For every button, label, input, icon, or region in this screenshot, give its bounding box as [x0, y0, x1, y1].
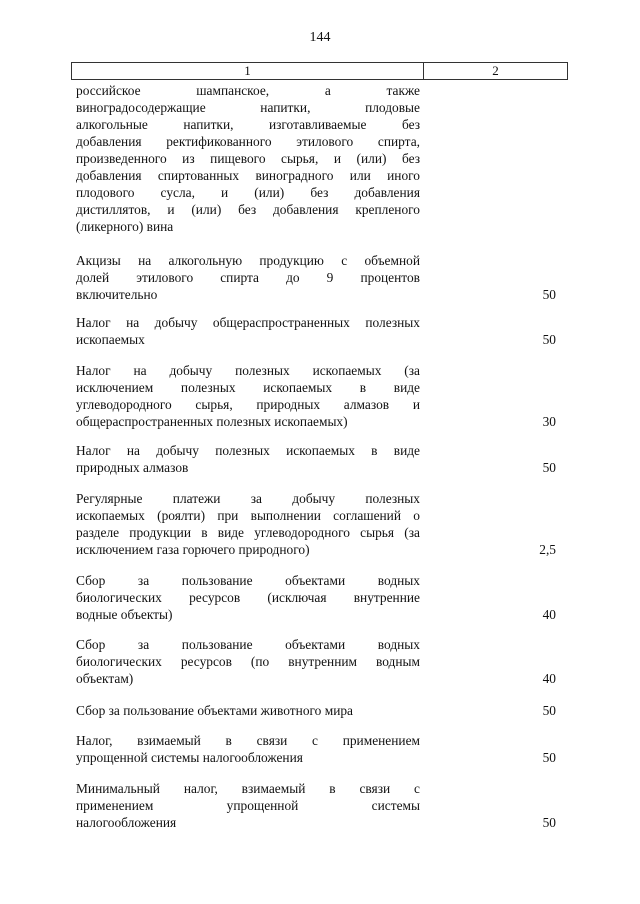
row-line: добавления ректификованного этилового спирта, [76, 134, 420, 149]
row-line: объектам) [76, 671, 134, 686]
row-line: биологических ресурсов (исключая внутренние [76, 590, 420, 605]
row-rate-value: 50 [542, 287, 556, 302]
row-rate-value: 50 [542, 332, 556, 347]
header-column-2: 2 [492, 63, 499, 78]
row-line: включительно [76, 287, 158, 302]
row-line: углеводородного сырья, природных алмазов и [76, 397, 420, 412]
row-description [76, 572, 420, 623]
row-description [76, 732, 420, 766]
row-description [76, 314, 420, 348]
row-line: российское шампанское, а также [76, 83, 420, 98]
table-row [76, 780, 556, 831]
row-line: общераспространенных полезных ископаемых) [76, 414, 348, 429]
row-line: ископаемых [76, 332, 145, 347]
row-line: виноградосодержащие напитки, плодовые [76, 100, 420, 115]
row-line: Налог на добычу общераспространенных полезных [76, 315, 420, 330]
table-row [76, 490, 556, 558]
row-line: природных алмазов [76, 460, 189, 475]
row-rate-value: 50 [542, 460, 556, 475]
table-row [76, 82, 556, 235]
table-row [76, 362, 556, 430]
row-description [76, 252, 420, 303]
row-line: исключением газа горючего природного) [76, 542, 310, 557]
row-line: алкогольные напитки, изготавливаемые без [76, 117, 420, 132]
row-line: произведенного из пищевого сырья, и (или) без [76, 151, 420, 166]
row-description [76, 702, 420, 719]
table-row [76, 732, 556, 766]
row-line: Акцизы на алкогольную продукцию с объемной [76, 253, 420, 268]
table-row [76, 252, 556, 303]
row-line: исключением полезных ископаемых в виде [76, 380, 420, 395]
row-line: плодового сусла, и (или) без добавления [76, 185, 420, 200]
table-row [76, 636, 556, 687]
row-line: применением упрощенной системы [76, 798, 420, 813]
row-description [76, 82, 420, 235]
row-line: (ликерного) вина [76, 219, 174, 234]
row-line: Сбор за пользование объектами водных [76, 637, 420, 652]
row-line: упрощенной системы налогообложения [76, 750, 303, 765]
row-line: налогообложения [76, 815, 177, 830]
row-rate-value: 50 [542, 750, 556, 765]
page-number: 144 [309, 30, 331, 45]
row-description [76, 636, 420, 687]
row-line: Налог на добычу полезных ископаемых в виде [76, 443, 420, 458]
row-line: биологических ресурсов (по внутренним водным [76, 654, 420, 669]
table-header [71, 62, 568, 80]
row-line: Регулярные платежи за добычу полезных [76, 491, 420, 506]
header-column-1: 1 [72, 63, 424, 79]
row-line: разделе продукции в виде углеводородного сырья (за [76, 525, 420, 540]
table-row [76, 442, 556, 476]
row-line: водные объекты) [76, 607, 173, 622]
table-row [76, 702, 556, 719]
row-rate-value: 50 [542, 703, 556, 718]
row-line: дистиллятов, и (или) без добавления крепленого [76, 202, 420, 217]
row-description [76, 362, 420, 430]
row-rate-value: 40 [542, 607, 556, 622]
row-rate-value: 40 [542, 671, 556, 686]
row-line: Налог на добычу полезных ископаемых (за [76, 363, 420, 378]
row-rate-value: 50 [542, 815, 556, 830]
row-line: Минимальный налог, взимаемый в связи с [76, 781, 420, 796]
row-rate-value: 30 [542, 414, 556, 429]
row-line: Сбор за пользование объектами животного мира [76, 703, 353, 718]
row-description [76, 490, 420, 558]
row-line: ископаемых (роялти) при выполнении соглашений о [76, 508, 420, 523]
row-description [76, 442, 420, 476]
row-line: Сбор за пользование объектами водных [76, 573, 420, 588]
row-line: добавления спиртованных виноградного или иного [76, 168, 420, 183]
row-rate-value: 2,5 [539, 542, 556, 557]
row-description [76, 780, 420, 831]
row-line: Налог, взимаемый в связи с применением [76, 733, 420, 748]
table-row [76, 314, 556, 348]
row-line: долей этилового спирта до 9 процентов [76, 270, 420, 285]
table-row [76, 572, 556, 623]
